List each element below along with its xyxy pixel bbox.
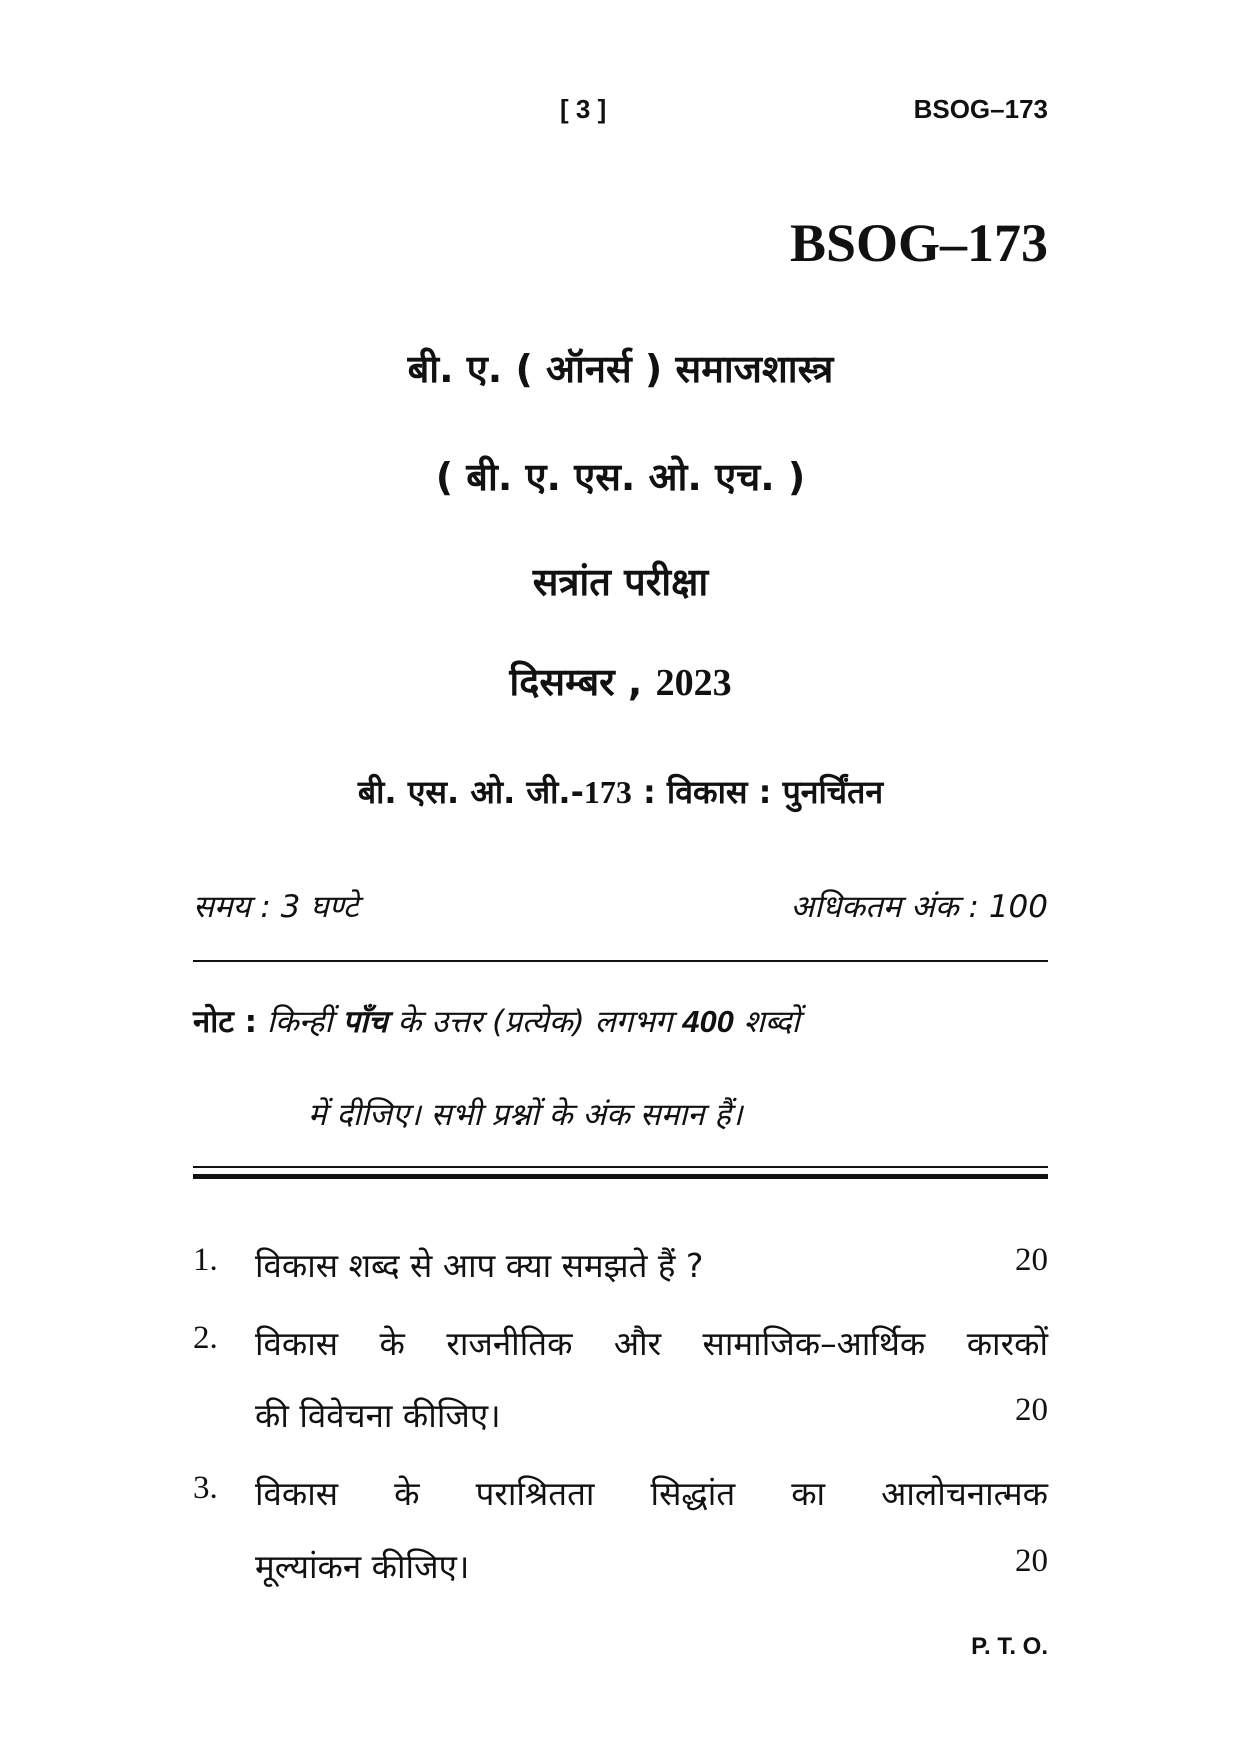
- note-word-count: 400: [682, 1004, 734, 1039]
- question-text-line-1: विकास के पराश्रितता सिद्धांत का आलोचनात्मक: [255, 1474, 1048, 1513]
- divider-line: [193, 960, 1048, 962]
- question-number: 2.: [193, 1320, 218, 1356]
- question-number: 3.: [193, 1470, 218, 1506]
- question-number: 1.: [193, 1242, 218, 1278]
- course-title-line: [0, 770, 1241, 813]
- programme-abbreviation: ( बी. ए. एस. ओ. एच. ): [435, 455, 806, 499]
- page-number: [ 3 ]: [560, 94, 607, 124]
- note-line-2: में दीजिए। सभी प्रश्नों के अंक समान हैं।: [308, 1097, 743, 1133]
- question-text-line-2: मूल्यांकन कीजिए।: [255, 1547, 470, 1586]
- question-2: [193, 1320, 1048, 1365]
- question-marks: 20: [1015, 1543, 1048, 1579]
- please-turn-over: P. T. O.: [971, 1633, 1048, 1660]
- question-3-continuation: [255, 1543, 1048, 1588]
- question-2-continuation: [255, 1392, 1048, 1437]
- note-label: नोट :: [193, 1004, 258, 1040]
- course-title: : विकास : पुनर्चिंतन: [631, 773, 884, 811]
- programme-title: बी. ए. ( ऑनर्स ) समाजशास्त्र: [407, 347, 834, 391]
- question-3: [193, 1470, 1048, 1515]
- note-line-1: [193, 1000, 1048, 1042]
- course-prefix: बी. एस. ओ. जी.-: [357, 773, 584, 811]
- question-marks: 20: [1015, 1392, 1048, 1428]
- exam-session: [0, 655, 1241, 707]
- note-bold-word: पाँच: [342, 1004, 388, 1040]
- header-paper-code: BSOG–173: [913, 94, 1048, 124]
- time-allowed: समय : 3 घण्टे: [193, 889, 359, 925]
- question-text-line-2: की विवेचना कीजिए।: [255, 1396, 501, 1435]
- exam-type: सत्रांत परीक्षा: [532, 560, 709, 604]
- question-text: विकास शब्द से आप क्या समझते हैं ?: [255, 1246, 704, 1285]
- session-month: दिसम्बर ,: [509, 660, 643, 704]
- question-marks: 20: [1015, 1242, 1048, 1278]
- max-marks: अधिकतम अंक : 100: [790, 889, 1048, 925]
- question-text-line-1: विकास के राजनीतिक और सामाजिक–आर्थिक कारकों: [255, 1324, 1048, 1363]
- question-1: [193, 1242, 1048, 1287]
- paper-code-title: BSOG–173: [789, 213, 1048, 273]
- exam-info-row: [193, 885, 1048, 927]
- session-year: 2023: [655, 662, 732, 704]
- course-number: 173: [583, 774, 632, 810]
- note-content: नोट : किन्हीं पाँच के उत्तर (प्रत्येक) लगभग 400 शब्दों: [193, 1004, 800, 1040]
- double-divider-thick: [193, 1174, 1048, 1179]
- double-divider-thin: [193, 1166, 1048, 1168]
